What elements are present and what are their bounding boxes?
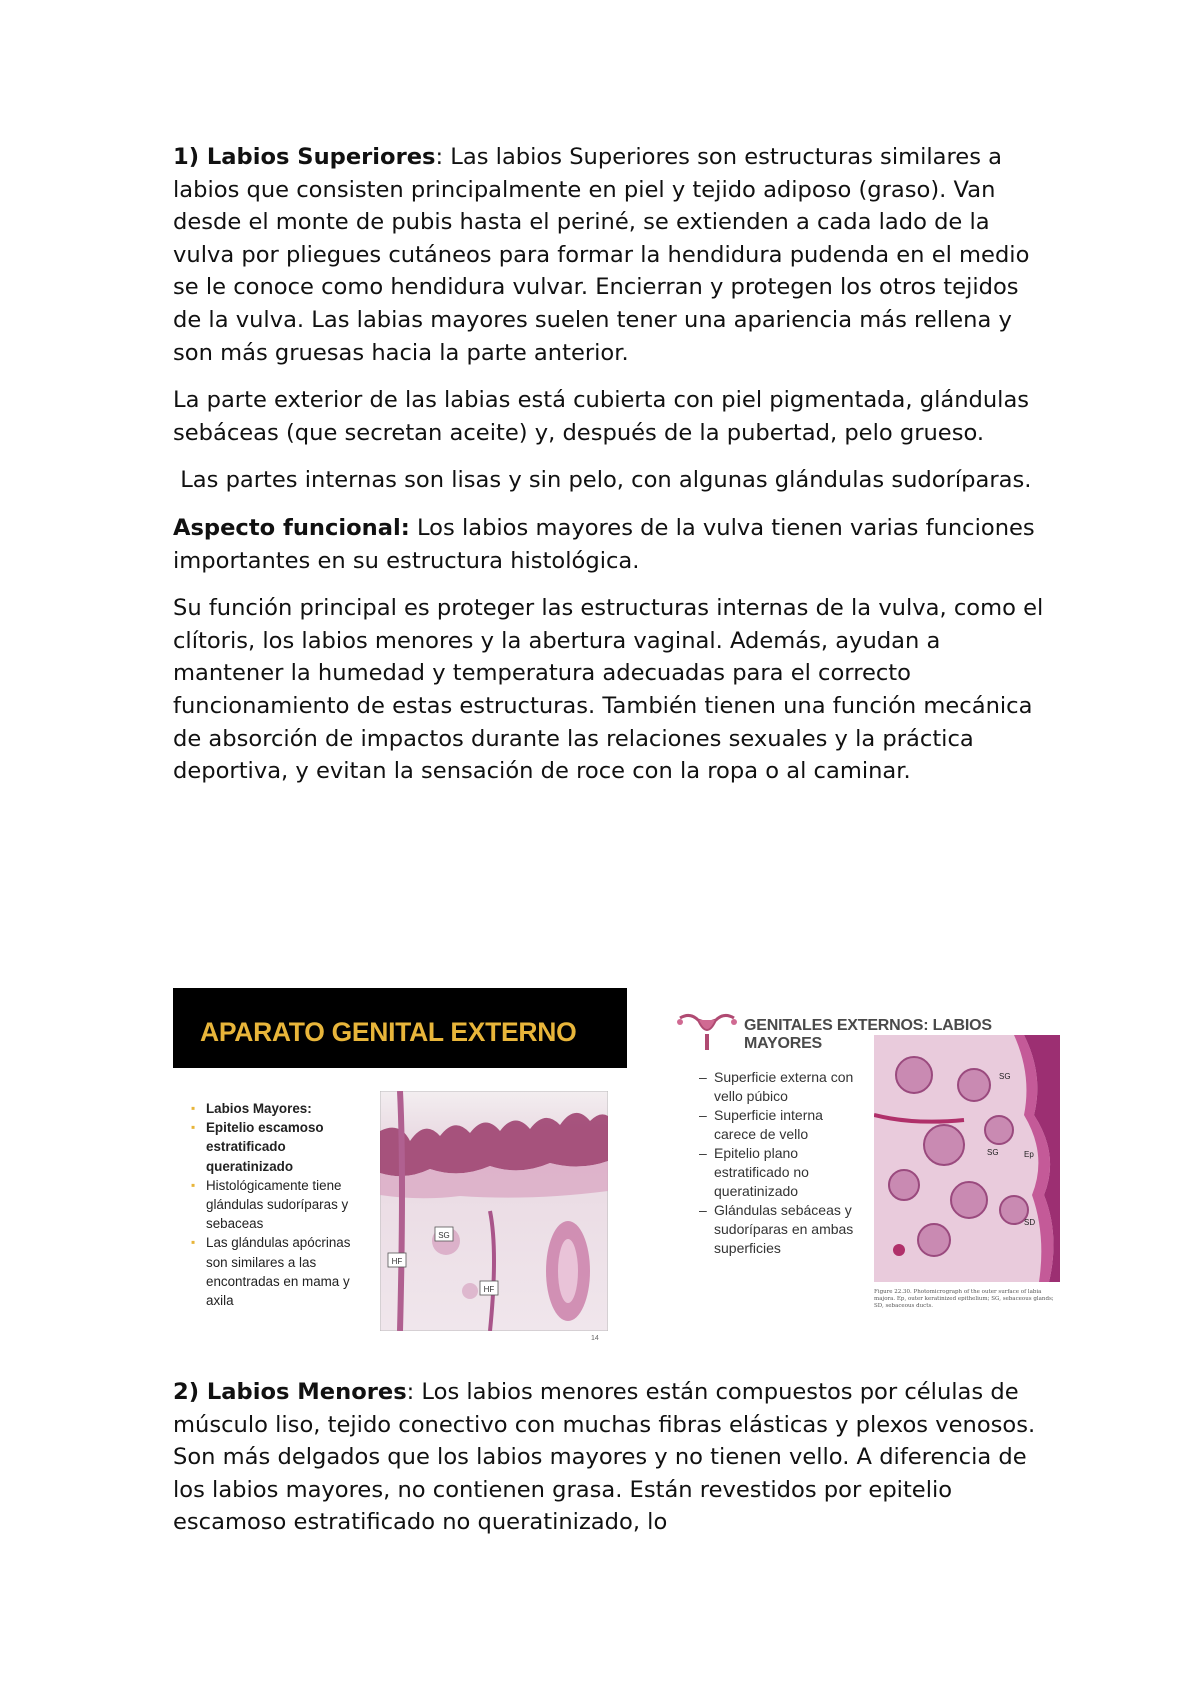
section-2 [173,1376,1053,1554]
figure-aparato-genital-externo [173,988,629,1346]
label-sg-1: SG [999,1072,1011,1081]
label-hf-1: HF [391,1257,403,1266]
label-hf-2: HF [483,1285,495,1294]
paragraph-intro [173,141,1053,369]
figure-2-caption: Figure 22.30. Photomicrograph of the outer surface of labia majora. Ep, outer keratinized epithelium; SG, sebaceous glands; SD, sebaceous ducts. [874,1289,1054,1309]
paragraph-main-function: Su función principal es proteger las estructuras internas de la vulva, como el clítoris, los labios menores y la abertura vaginal. Además, ayudan a mantener la humedad y temperatura adecuadas para el correcto funcionamiento de estas estructuras. También tienen una función mecánica de absorción de impactos durante las relaciones sexuales y la práctica deportiva, y evitan la sensación de roce con la ropa o al caminar. [173,595,1044,785]
uterus-icon [676,1010,738,1052]
figure-genitales-externos [672,1005,1062,1313]
list-item: ▪ Las glándulas apócrinas son similares a las encontradas en mama y axila [191,1233,371,1310]
functional-heading: Aspecto funcional: [173,514,410,541]
intro-text: : Las labios Superiores son estructuras similares a labios que consisten principalmente en piel y tejido adiposo (graso). Van desde el monte de pubis hasta el periné, se extienden a cada lado de la vulva por pliegues cutáneos para formar la hendidura pudenda en el medio se le conoce como hendidura vulvar. Encierran y protegen los otros tejidos de la vulva. Las labias mayores suelen tener una apariencia más rellena y son más gruesas hacia la parte anterior. [173,144,1030,366]
figure-2-bullet-list [699,1068,859,1258]
figure-1-page-number: 14 [591,1335,599,1342]
figure-2-title: GENITALES EXTERNOS: LABIOS MAYORES [744,1017,992,1052]
paragraph-exterior: La parte exterior de las labias está cubierta con piel pigmentada, glándulas sebáceas (que secretan aceite) y, después de la pubertad, pelo grueso. [173,387,1030,446]
label-sd: SD [1024,1218,1036,1227]
label-sg: SG [438,1231,450,1240]
paragraph-labios-menores [173,1376,1053,1539]
list-item: ▪ Labios Mayores: [191,1099,371,1118]
figure-1-bullet-list [191,1099,371,1310]
histology-micrograph-2 [874,1035,1060,1282]
list-item: – Epitelio plano estratificado no queratinizado [699,1144,859,1201]
figure-1-banner [173,988,627,1068]
section-2-heading: 2) Labios Menores [173,1379,407,1405]
section-1-heading: 1) Labios Superiores [173,144,436,170]
label-ep: Ep [1024,1150,1034,1159]
list-item: – Glándulas sebáceas y sudoríparas en ambas superficies [699,1201,859,1258]
section-1 [173,141,1053,803]
figure-1-title: APARATO GENITAL EXTERNO [200,1017,577,1047]
histology-micrograph-1 [380,1091,608,1331]
list-item: ▪ Epitelio escamoso estratificado queratinizado [191,1118,371,1176]
section-2-text: : Los labios menores están compuestos por células de músculo liso, tejido conectivo con muchas fibras elásticas y plexos venosos. Son más delgados que los labios mayores y no tienen vello. A diferencia de los labios mayores, no contienen grasa. Están revestidos por epitelio escamoso estratificado no queratinizado, lo [173,1379,1036,1536]
functional-text: Los labios mayores de la vulva tienen varias funciones importantes en su estructura histológica. [173,514,1035,574]
paragraph-functional [173,512,1053,577]
paragraph-interior: Las partes internas son lisas y sin pelo, con algunas glándulas sudoríparas. [173,467,1032,494]
list-item: – Superficie externa con vello púbico [699,1068,859,1106]
list-item: – Superficie interna carece de vello [699,1106,859,1144]
list-item: ▪ Histológicamente tiene glándulas sudoríparas y sebaceas [191,1176,371,1234]
label-sg-2: SG [987,1148,999,1157]
